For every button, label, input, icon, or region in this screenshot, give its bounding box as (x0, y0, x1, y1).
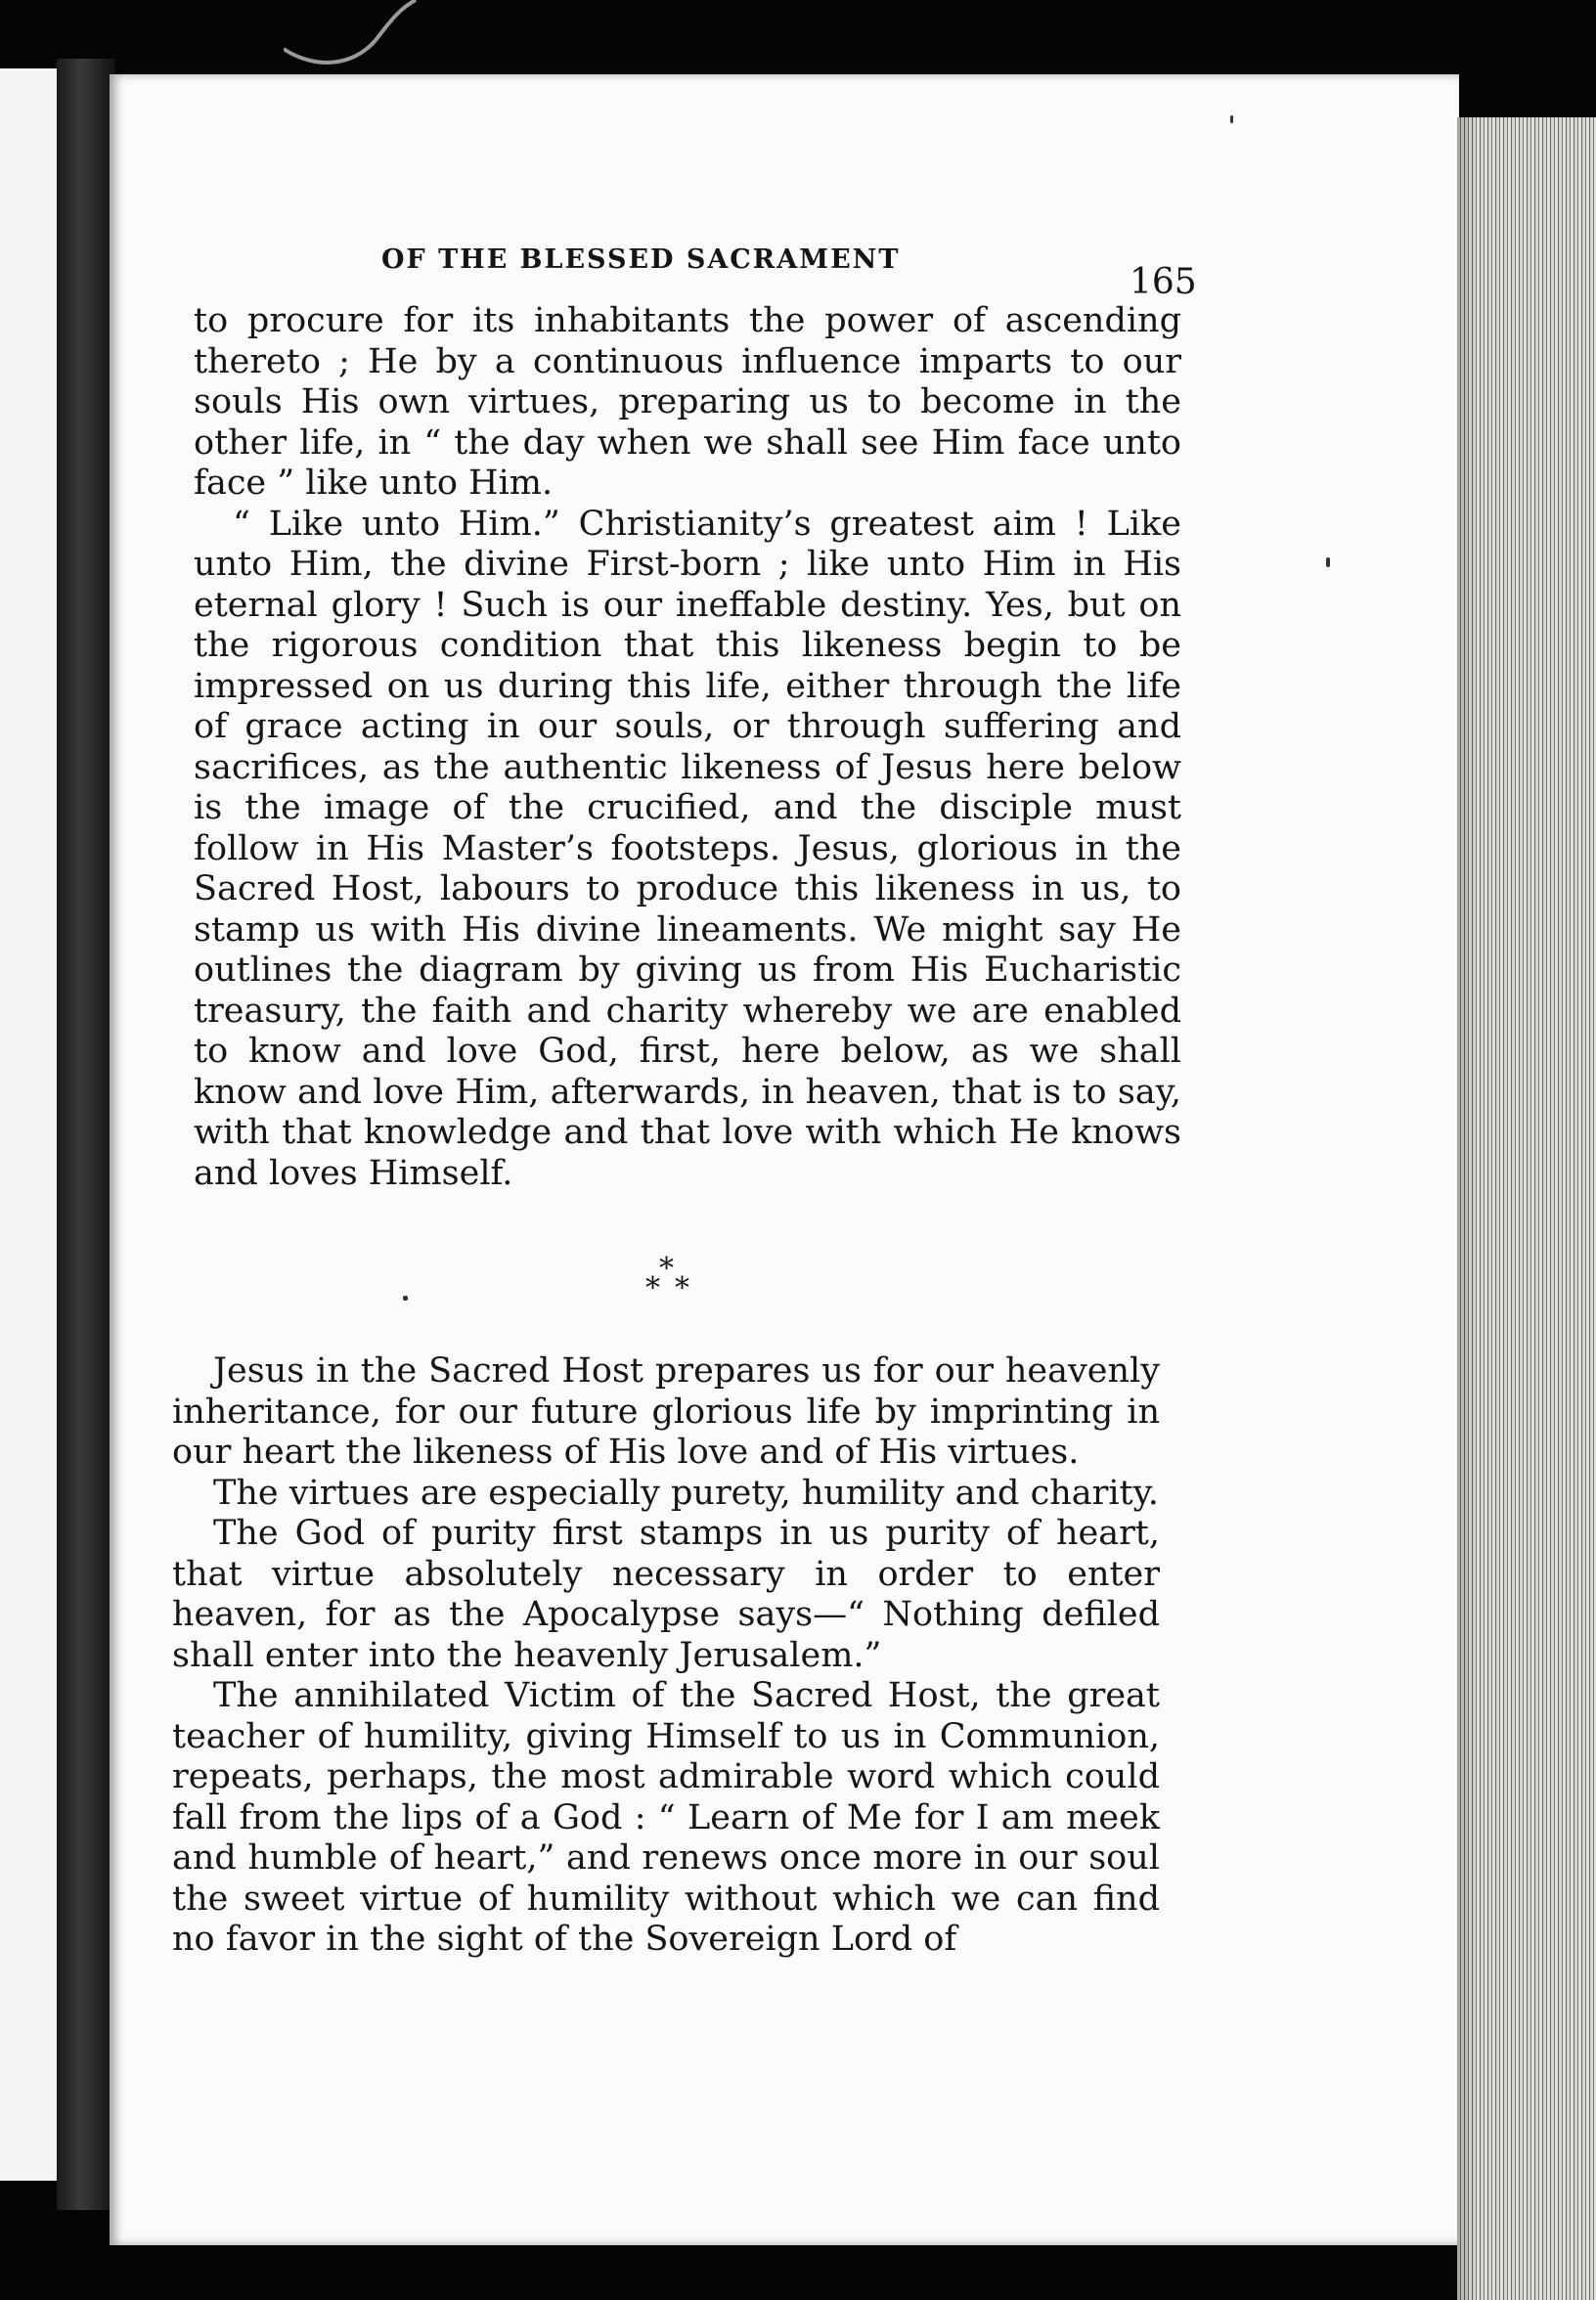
paragraph: The virtues are especially purety, humility and charity. (213, 1473, 1159, 1513)
book-gutter (57, 59, 115, 2210)
paper-speck (403, 1296, 408, 1301)
paper-speck (1326, 557, 1330, 567)
paper-speck (1230, 115, 1233, 123)
facing-page-edge (0, 68, 61, 2181)
paragraph: to procure for its inhabitants the power of ascending thereto ; He by a continuous influence imparts to our souls His own virtues, preparing us to become in the other life, in “ the day when we shall see Him face unto face ” like unto Him. (194, 301, 1181, 503)
page-number: 165 (1130, 262, 1197, 302)
body-text-bottom (172, 1351, 1160, 1961)
paragraph: The God of purity first stamps in us purity of heart, that virtue absolutely necessary in order to enter heaven, for as the Apocalypse says—“ Nothing defiled shall enter into the heavenly Jerusalem.” (172, 1514, 1160, 1675)
paragraph: “ Like unto Him.” Christianity’s greatest aim ! Like unto Him, the divine First-born ; like unto Him in His eternal glory ! Such is our ineffable destiny. Yes, but on the rigorous condition that this likeness begin to be impressed on us during this life, either through the life of grace acting in our souls, or through suffering and sacrifices, as the authentic likeness of Jesus here below is the image of the crucified, and the disciple must follow in His Master’s footsteps. Jesus, glorious in the Sacred Host, labours to produce this likeness in us, to stamp us with His divine lineaments. We might say He outlines the diagram by giving us from His Eucharistic treasury, the faith and charity whereby we are enabled to know and love God, first, here below, as we shall know and love Him, afterwards, in heaven, that is to say, with that knowledge and that love with which He knows and loves Himself. (194, 504, 1181, 1193)
paragraph: The annihilated Victim of the Sacred Host, the great teacher of humility, giving Himself to us in Communion, repeats, perhaps, the most admirable word which could fall from the lips of a God : “ Learn of Me for I am meek and humble of heart,” and renews once more in our soul the sweet virtue of humility without which we can find no favor in the sight of the Sovereign Lord of (172, 1676, 1160, 1959)
section-asterism (638, 1252, 716, 1310)
paragraph: Jesus in the Sacred Host prepares us for our heavenly inheritance, for our future glorious life by imprinting in our heart the likeness of His love and of His virtues. (172, 1351, 1160, 1472)
asterism-star: * (645, 1271, 660, 1305)
stray-thread-mark (284, 0, 421, 68)
running-head: OF THE BLESSED SACRAMENT (381, 244, 901, 275)
body-text-top (194, 301, 1181, 1194)
page-stack-shadow (1457, 117, 1477, 2300)
asterism-star: * (659, 1252, 674, 1286)
page-stack-edges (1457, 117, 1596, 2300)
asterism-star: * (675, 1271, 689, 1305)
